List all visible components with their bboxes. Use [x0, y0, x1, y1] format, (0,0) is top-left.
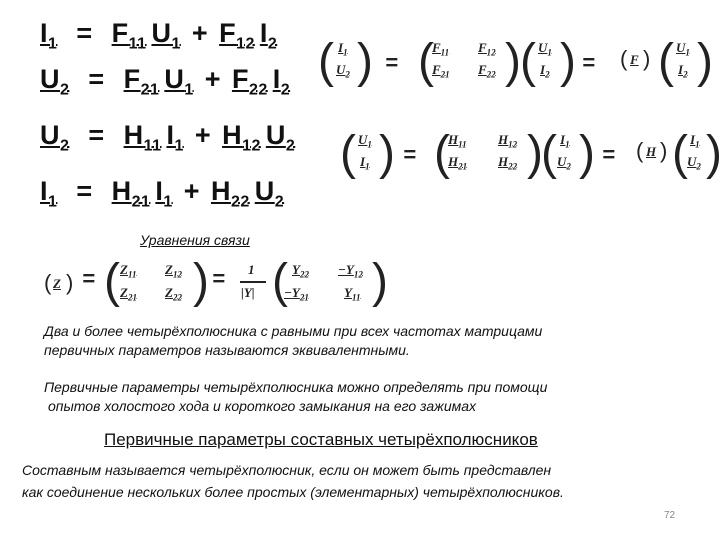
equals-sign: =: [602, 142, 615, 167]
h-matrix-symbol: H: [646, 144, 657, 159]
right-paren: ): [505, 35, 521, 88]
vector-entry: $U_2$: [336, 62, 350, 80]
vector-entry: $I_1$: [690, 132, 700, 150]
paragraph-composite-line-2: как соединение нескольких более простых (элементарных) четырёхполюсников.: [22, 484, 564, 500]
equation-1: $I_1 = F_{11}$ $U_1 + F_{12}$ $I_2$: [40, 18, 278, 53]
vector-entry: $I_1$: [360, 154, 370, 172]
vector-entry: $I_2$: [678, 62, 688, 80]
equals-sign: =: [403, 142, 416, 167]
matrix-entry: $Z_{11}$: [120, 262, 137, 280]
equation-2: $U_2 = F_{21}$ $U_1 + F_{22}$ $I_2$: [40, 64, 291, 99]
right-paren: ): [527, 127, 543, 180]
vector-entry: $I_2$: [540, 62, 550, 80]
paragraph-equivalent-line-1: Два и более четырёхполюсника с равными при всех частотах матрицами: [44, 323, 543, 339]
matrix-entry: $H_{22}$: [498, 154, 518, 172]
vector-entry: $U_1$: [676, 40, 690, 58]
right-paren: ): [706, 127, 722, 180]
equals-sign: =: [212, 266, 225, 291]
matrix-entry: $F_{12}$: [478, 40, 496, 58]
right-paren: ): [579, 127, 595, 180]
vector-entry: $I_1$: [338, 40, 348, 58]
left-paren: (: [541, 127, 557, 180]
section-heading: Первичные параметры составных четырёхполюсников: [104, 430, 538, 449]
left-paren: (: [44, 270, 52, 295]
matrix-entry: $-Y_{21}$: [284, 285, 309, 303]
equation-3: $U_2 = H_{11}$ $I_1 + H_{12}$ $U_2$: [40, 120, 296, 155]
matrix-entry: $F_{22}$: [478, 62, 496, 80]
matrix-entry: $Z_{22}$: [165, 285, 182, 303]
right-paren: ): [560, 35, 576, 88]
equation-4: $I_1 = H_{21}$ $I_1 + H_{22}$ $U_2$: [40, 176, 285, 211]
f-matrix-symbol: F: [630, 52, 639, 67]
right-paren: ): [643, 46, 651, 71]
left-paren: (: [434, 127, 450, 180]
matrix-entry: $F_{21}$: [432, 62, 450, 80]
vector-entry: $I_1$: [560, 132, 570, 150]
left-paren: (: [520, 35, 536, 88]
fraction-denominator: |Y|: [241, 285, 255, 300]
page-number: 72: [664, 510, 676, 521]
fraction-numerator: 1: [248, 262, 255, 277]
paragraph-equivalent-line-2: первичных параметров называются эквивалентными.: [44, 342, 410, 358]
paragraph-measurement-line-1: Первичные параметры четырёхполюсника можно определять при помощи: [44, 379, 548, 395]
vector-entry: $U_2$: [557, 154, 571, 172]
left-paren: (: [636, 138, 644, 163]
left-paren: (: [658, 35, 674, 88]
equals-sign: =: [385, 50, 398, 75]
right-paren: ): [697, 35, 713, 88]
z-matrix-symbol: Z: [53, 276, 61, 291]
left-paren: (: [340, 127, 356, 180]
right-paren: ): [379, 127, 395, 180]
vector-entry: $U_2$: [687, 154, 701, 172]
right-paren: ): [193, 255, 209, 308]
right-paren: ): [66, 270, 74, 295]
vector-entry: $U_1$: [358, 132, 372, 150]
matrix-entry: $Y_{11}$: [344, 285, 361, 303]
matrix-entry: $Z_{21}$: [120, 285, 137, 303]
vector-entry: $U_1$: [538, 40, 552, 58]
matrix-entry: $H_{11}$: [448, 132, 467, 150]
matrix-entry: $F_{11}$: [432, 40, 450, 58]
left-paren: (: [318, 35, 334, 88]
matrix-entry: $H_{12}$: [498, 132, 518, 150]
right-paren: ): [660, 138, 668, 163]
paragraph-measurement-line-2: опытов холостого хода и короткого замыкания на его зажимах: [48, 398, 476, 414]
equals-sign: =: [82, 266, 95, 291]
relations-heading: Уравнения связи: [140, 232, 250, 248]
paragraph-composite-line-1: Составным называется четырёхполюсник, если он может быть представлен: [22, 462, 552, 478]
left-paren: (: [620, 46, 628, 71]
matrix-entry: $H_{21}$: [448, 154, 468, 172]
matrix-entry: $Y_{22}$: [292, 262, 309, 280]
left-paren: (: [272, 255, 288, 308]
left-paren: (: [104, 255, 120, 308]
right-paren: ): [357, 35, 373, 88]
equals-sign: =: [582, 50, 595, 75]
left-paren: (: [418, 35, 434, 88]
matrix-entry: $Z_{12}$: [165, 262, 182, 280]
fraction-bar: [240, 281, 266, 283]
right-paren: ): [372, 255, 388, 308]
matrix-entry: $-Y_{12}$: [338, 262, 363, 280]
left-paren: (: [672, 127, 688, 180]
